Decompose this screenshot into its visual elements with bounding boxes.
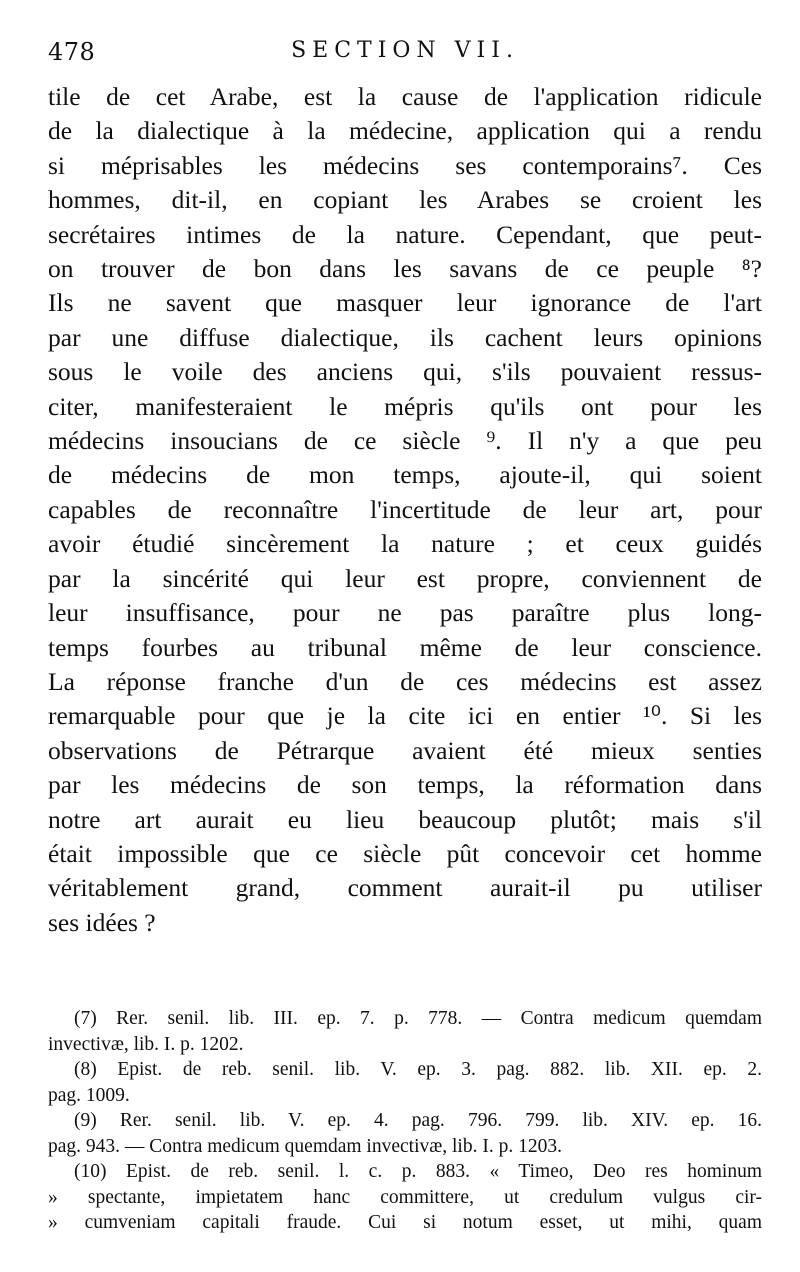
footnote-9-line: (9) Rer. senil. lib. V. ep. 4. pag. 796. 799. lib. XIV. ep. 16. [74,1110,762,1132]
page-number: 478 [48,38,96,66]
body-line: par la sincérité qui leur est propre, conviennent de [48,563,762,593]
body-line: avoir étudié sincèrement la nature ; et ceux guidés [48,529,762,559]
body-line: observations de Pétrarque avaient été mieux senties [48,735,762,765]
footnote-10-line: » spectante, impietatem hanc committere, ut credulum vulgus cir- [48,1186,762,1208]
body-line: Ils ne savent que masquer leur ignorance de l'art [48,288,762,318]
body-line: temps fourbes au tribunal même de leur conscience. [48,632,762,662]
body-line: de médecins de mon temps, ajoute-il, qui soient [48,460,762,490]
body-line-last: ses idées ? [48,907,156,937]
footnote-7-line: (7) Rer. senil. lib. III. ep. 7. p. 778. — Contra medicum quemdam [74,1008,762,1030]
body-line: sous le voile des anciens qui, s'ils pouvaient ressus- [48,357,762,387]
footnote-10-line: » cumveniam capitali fraude. Cui si notum esset, ut mihi, quam [48,1212,762,1234]
body-line: notre art aurait eu lieu beaucoup plutôt; mais s'il [48,804,762,834]
body-line: remarquable pour que je la cite ici en entier ¹⁰. Si les [48,701,762,731]
body-line: on trouver de bon dans les savans de ce peuple ⁸? [48,254,762,284]
body-line: leur insuffisance, pour ne pas paraître plus long- [48,598,762,628]
body-text [48,80,762,940]
body-line: véritablement grand, comment aurait-il pu utiliser [48,873,762,903]
footnotes [48,1006,762,1236]
body-line: par les médecins de son temps, la réformation dans [48,770,762,800]
body-line: était impossible que ce siècle pût concevoir cet homme [48,838,762,868]
body-line: secrétaires intimes de la nature. Cependant, que peut- [48,219,762,249]
footnote-9-line: pag. 943. — Contra medicum quemdam invectivæ, lib. I. p. 1203. [48,1135,562,1157]
body-line: médecins insoucians de ce siècle ⁹. Il n'y a que peu [48,426,762,456]
page-header [48,30,762,80]
body-line: hommes, dit-il, en copiant les Arabes se croient les [48,185,762,215]
footnote-8-line: pag. 1009. [48,1084,130,1106]
footnote-10-line: (10) Epist. de reb. senil. l. c. p. 883. « Timeo, Deo res hominum [74,1161,762,1183]
body-line: La réponse franche d'un de ces médecins est assez [48,666,762,696]
body-line: capables de reconnaître l'incertitude de leur art, pour [48,494,762,524]
footnote-8-line: (8) Epist. de reb. senil. lib. V. ep. 3. pag. 882. lib. XII. ep. 2. [74,1059,762,1081]
body-line: par une diffuse dialectique, ils cachent leurs opinions [48,322,762,352]
body-line: de la dialectique à la médecine, application qui a rendu [48,116,762,146]
body-line: si méprisables les médecins ses contemporains⁷. Ces [48,150,762,180]
footnote-7-line: invectivæ, lib. I. p. 1202. [48,1033,244,1055]
body-line: tile de cet Arabe, est la cause de l'application ridicule [48,82,762,111]
running-title: SECTION VII. [291,38,519,63]
body-line: citer, manifesteraient le mépris qu'ils ont pour les [48,391,762,421]
